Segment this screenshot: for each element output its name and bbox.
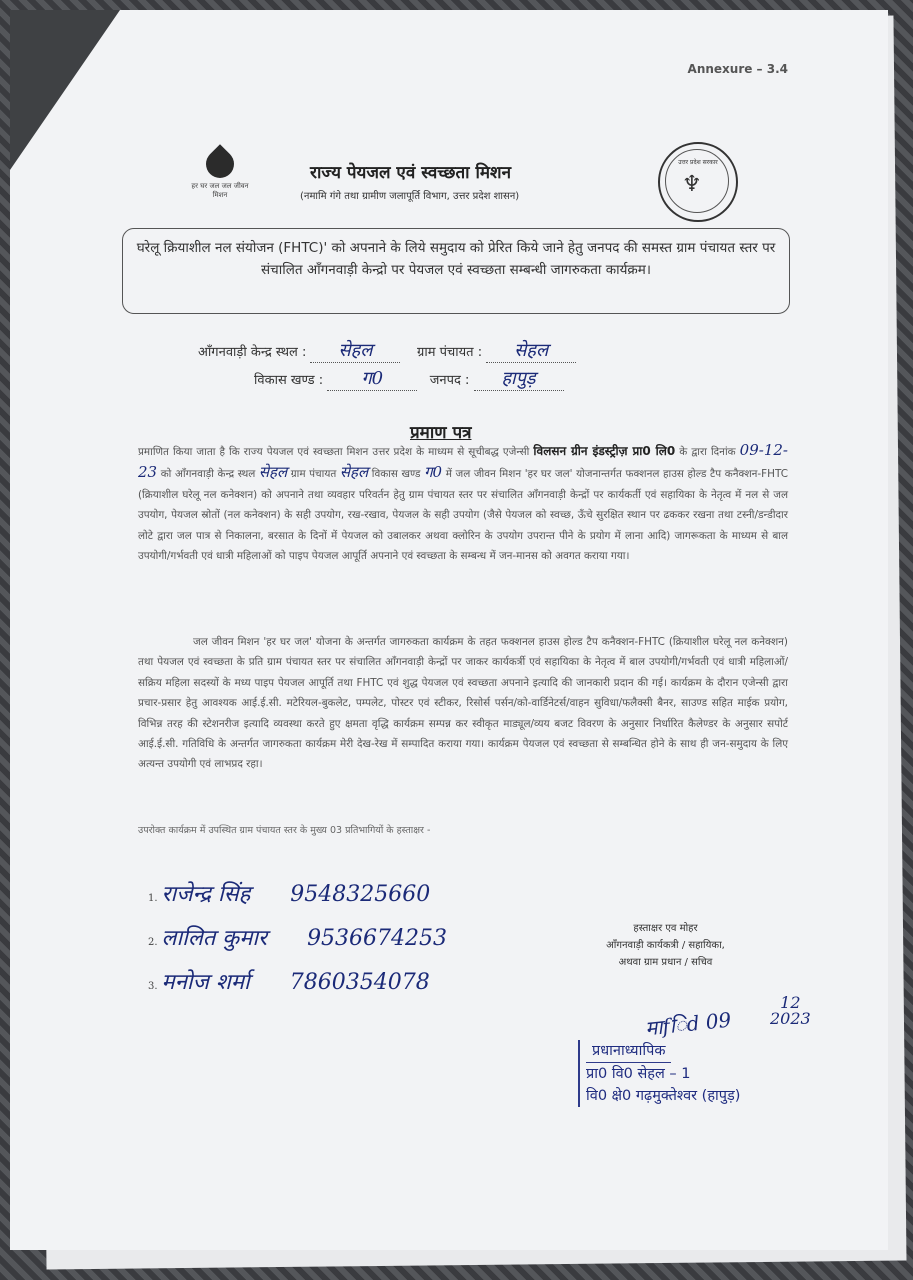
signer-line-3: अथवा ग्राम प्रधान / सचिव [618,957,713,968]
stamp-line-1: प्रधानाध्यापिक [586,1040,671,1063]
vikas-khand-value: ग0 [327,366,417,391]
jal-jeevan-logo [190,150,250,200]
participant-1-phone: 9548325660 [290,882,431,907]
event-place: सेहल [258,463,288,482]
event-block: ग0 [424,463,443,482]
p1-text-b: के द्वारा दिनांक [679,446,736,458]
logo-caption: हर घर जल जल जीवन मिशन [191,182,249,199]
signer-block [578,920,753,971]
annexure-label: Annexure – 3.4 [687,62,788,76]
anganwadi-value: सेहल [310,338,400,363]
participant-1 [148,878,430,908]
p1-text-f: में जल जीवन मिशन 'हर घर जल' योजनान्तर्गत फक्शनल हाउस होल्ड टैप कनैक्शन-FHTC (क्रियाशील घरेलू नल कनेक्शन) को अपनाने तथा व्यवहार परिवर्तन हेतु ग्राम पंचायत स्तर पर संचालित आँगनवाड़ी केन्द्रों पर कार्यकर्ती एवं सहायिका के नेतृत्व में नल से जल उपयोग, पेयजल स्रोतों (नल कनेक्शन) के सही उपयोग, रख-रखाव, पेयजल के सही उपयोग (जैसे पेयजल को स्वच्छ, ऊँचे सुरक्षित स्थान पर ढककर रखना तथा टस्नी/डन्डीदार लोटे द्वारा जल पात्र से निकालना, बरसात के दिनों में पेयजल को उबालकर अथवा क्लोरिन के उपयोग उपरान्त पीने के प्रयोग में लाना आदि) जागरूकता के माध्यम से बाल उपयोगी/गर्भवती एवं धात्री महिलाओं को पाइप पेयजल आपूर्ति अपनाने एवं स्वच्छता के सम्बन्ध में जन-मानस को अवगत कराया गया। [138,468,788,563]
p1-text-c: को आँगनवाड़ी केन्द्र स्थल [160,468,256,481]
signer-line-2: आँगनवाड़ी कार्यकत्री / सहायिका, [606,940,725,951]
mission-subtitle: (नमामि गंगे तथा ग्रामीण जलापूर्ति विभाग, उत्तर प्रदेश शासन) [300,191,520,202]
up-govt-seal [658,142,738,222]
signature-date-top: 12 [780,993,801,1012]
signer-line-1: हस्ताक्षर एव मोहर [633,923,698,934]
mission-title: राज्य पेयजल एवं स्वच्छता मिशन [310,163,512,183]
participant-3-phone: 7860354078 [289,970,430,995]
event-date: 09-12-23 [138,441,788,482]
seal-text: उत्तर प्रदेश सरकार [678,159,718,166]
certificate-title: प्रमाण पत्र [410,423,472,443]
event-panchayat: सेहल [339,463,369,482]
participant-3-num: 3. [148,981,158,992]
gram-panchayat-value: सेहल [486,338,576,363]
official-stamp [578,1040,740,1107]
signature-date [770,995,811,1027]
signature-date-bottom: 2023 [770,1009,811,1028]
anganwadi-label: आँगनवाड़ी केन्द्र स्थल : [198,345,307,360]
participant-3 [148,966,430,996]
document-page [10,10,888,1250]
p1-text-d: ग्राम पंचायत [290,468,337,481]
anganwadi-row [198,338,576,363]
program-banner: घरेलू क्रियाशील नल संयोजन (FHTC)' को अपनाने के लिये समुदाय को प्रेरित किये जाने हेतु जनपद की समस्त ग्राम पंचायत स्तर पर संचालित आँगनवाड़ी केन्द्रो पर पेयजल एवं स्वच्छता सम्बन्धी जागरुकता कार्यक्रम। [122,228,790,314]
participants-intro: उपरोक्त कार्यक्रम में उपस्थित ग्राम पंचायत स्तर के मुख्य 03 प्रतिभागियों के हस्ताक्षर - [138,825,431,836]
janpad-value: हापुड़ [474,366,564,391]
participant-3-name: मनोज शर्मा [161,970,250,995]
janpad-label: जनपद : [429,373,470,388]
vikas-khand-row [254,366,564,391]
participant-1-name: राजेन्द्र सिंह [161,882,251,907]
fish-emblem-icon: ♆ [682,172,702,197]
handwritten-signature: माfिd 09 [644,1007,733,1041]
p1-text-a: प्रमाणित किया जाता है कि राज्य पेयजल एवं स्वच्छता मिशन उत्तर प्रदेश के माध्यम से सूचीबद्ध एजेन्सी [138,446,530,458]
participant-2-name: लालित कुमार [161,926,268,951]
folded-corner [10,10,120,170]
participant-2-num: 2. [148,937,158,948]
vikas-khand-label: विकास खण्ड : [254,373,324,388]
certificate-paragraph-2: जल जीवन मिशन 'हर घर जल' योजना के अन्तर्गत जागरुकता कार्यक्रम के तहत फक्शनल हाउस होल्ड टैप कनैक्शन-FHTC (क्रियाशील घरेलू नल कनेक्शन) तथा पेयजल एवं स्वच्छता के प्रति ग्राम पंचायत स्तर पर संचालित आँगनवाड़ी केन्द्रों पर जाकर कार्यकर्त्री एवं सहायिका के नेतृत्व में बाल उपयोगी/गर्भवती एवं धात्री महिलाओं/सक्रिय महिला सदस्यों के मध्य पाइप पेयजल आपूर्ति तथा FHTC एवं शुद्ध पेयजल एवं स्वच्छता अपनाने इत्यादि की जानकारी प्रदान की गई। कार्यक्रम के दौरान एजेन्सी द्वारा प्रचार-प्रसार हेतु आवश्यक आई.ई.सी. मटेरियल-बुकलेट, पम्पलेट, पोस्टर एवं स्टीकर, रिसोर्स पर्सन/को-वार्डिनेटर्स/वाहन सुविधा/फलैक्सी बैनर, साउण्ड सहित माईक प्रयोग, विभिन्न तरह की स्टेशनरीज इत्यादि व्यवस्था करते हुए क्षमता वृद्धि कार्यक्रम सम्पन्न कर स्वीकृत माड्यूल/व्यय बजट विवरण के अनुसार निर्धारित कैलेण्डर के अनुसार सपोर्ट आई.ई.सी. गतिविधि के अन्तर्गत जागरुकता कार्यक्रम मेरी देख-रेख में सम्पादित कराया गया। कार्यक्रम पेयजल एवं स्वच्छता से सम्बन्धित होने के साथ ही जन-समुदाय के लिए अत्यन्त उपयोगी एवं लाभप्रद रहा। [138,636,788,771]
certificate-paragraph-1 [138,440,788,566]
participant-2 [148,922,447,952]
water-drop-icon [200,144,240,184]
participant-1-num: 1. [148,893,158,904]
stamp-line-3: वि0 क्षे0 गढ़मुक्तेश्वर (हापुड़) [586,1088,741,1104]
stamp-line-2: प्रा0 वि0 सेहल – 1 [586,1066,691,1082]
gram-panchayat-label: ग्राम पंचायत : [417,345,483,360]
participant-2-phone: 9536674253 [307,926,448,951]
p1-text-e: विकास खण्ड [371,468,421,481]
agency-name: विलसन ग्रीन इंडस्ट्रीज़ प्रा0 लि0 [533,444,676,458]
